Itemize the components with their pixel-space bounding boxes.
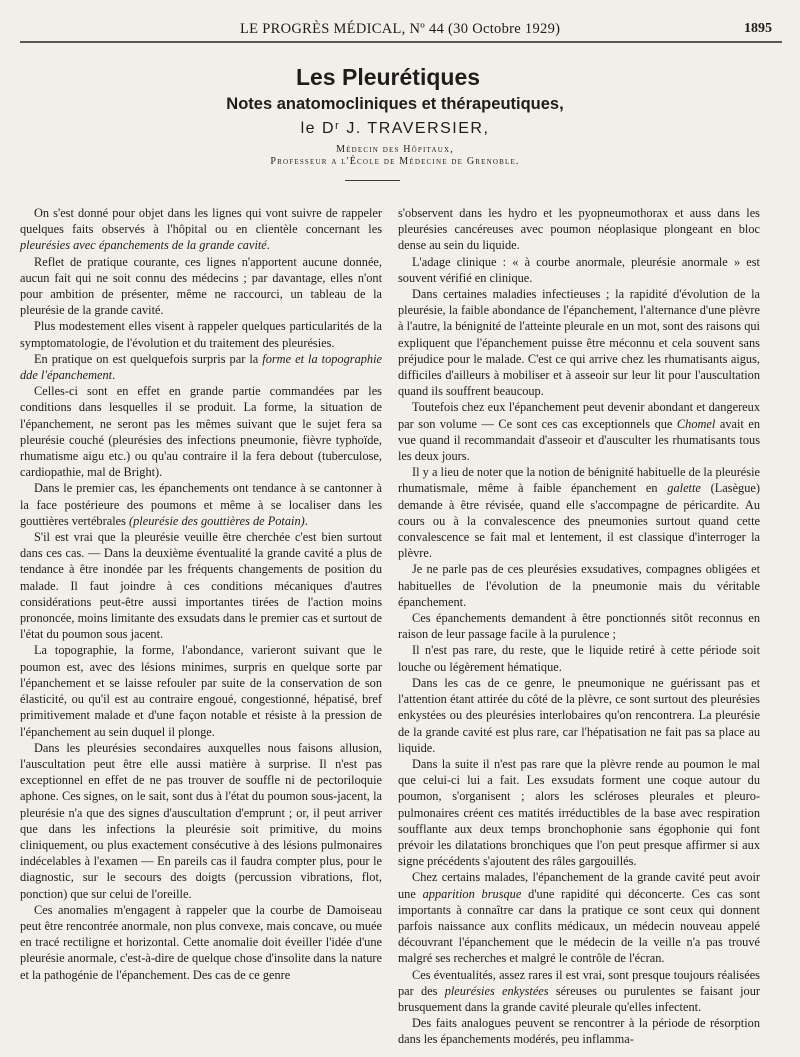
text-run: . bbox=[266, 238, 270, 253]
italic-text: Chomel bbox=[676, 416, 716, 431]
paragraph bbox=[20, 254, 382, 319]
paragraph bbox=[398, 675, 760, 756]
paragraph bbox=[20, 642, 382, 739]
text-run: Dans le premier cas, les épanchements ont tendance à se cantonner à la face postérieure des poumons et même à se localiser dans les gouttières vertébrales bbox=[20, 481, 382, 528]
text-run: avait en vue quand il recommandait d'asseoir et d'ausculter les rhumatisants tous les deux jours. bbox=[398, 416, 760, 464]
text-run: s'observent dans les hydro et les pyopneumothorax et auss dans les pleurésies cancéreuses avec poumon néoplasique plongeant en bloc dense au sein du liquide. bbox=[398, 206, 760, 253]
paragraph bbox=[398, 967, 760, 1016]
article-subtitle: Notes anatomocliniques et thérapeutiques, bbox=[226, 95, 564, 113]
paragraph bbox=[398, 756, 760, 869]
text-run: Il y a lieu de noter que la notion de bénignité habituelle de la pleurésie rhumatismale, même à faible épanchement en bbox=[398, 465, 760, 496]
italic-text: (pleurésie des gouttières de Potain) bbox=[129, 513, 305, 528]
paragraph bbox=[20, 205, 382, 254]
text-run: Plus modestement elles visent à rappeler quelques particularités de la symptomatologie, de l'évolution et du traitement des pleurésies. bbox=[20, 319, 382, 350]
italic-text: apparition brusque bbox=[422, 886, 522, 901]
journal-running-title: LE PROGRÈS MÉDICAL, Nº 44 (30 Octobre 1929) bbox=[240, 21, 561, 37]
text-run: On s'est donné pour objet dans les lignes qui vont suivre de rappeler quelques faits observés à l'hôpital ou en clientèle concernant les bbox=[20, 206, 382, 237]
text-run: S'il est vrai que la pleurésie veuille être cherchée c'est bien surtout dans ces cas. — Dans la deuxième éventualité la grande cavité a plus de tendance à être inondée par les fréquents changements de position du malade. Il faut joindre à ces conditions mécaniques d'autres considérations peut-être aussi importantes tirées de l'action moins prononcée, moins limitante des exsudats dans le premier cas et surtout de l'état du poumon sous jacent. bbox=[20, 530, 382, 642]
text-run: Je ne parle pas de ces pleurésies exsudatives, compagnes obligées et habituelles de l'évolution de la pneumonie mais du véritable épanchement. bbox=[398, 562, 760, 609]
paragraph bbox=[398, 464, 760, 561]
text-run: Ces épanchements demandent à être ponctionnés sitôt reconnus en raison de leur passage facile à la purulence ; bbox=[398, 611, 760, 642]
paragraph bbox=[398, 1015, 760, 1047]
paragraph bbox=[20, 740, 382, 902]
text-run: Dans les cas de ce genre, le pneumonique ne guérissant pas et l'attention étant attirée du côté de la plèvre, ce sont surtout des pleurésies enkystées ou des pleurésies interlobaires qu'on rencontrera. La pleurésie de la grande cavité est plus rare, car l'hépatisation ne fait pas sa place au liquide. bbox=[398, 675, 760, 755]
text-run: (Lasègue) demande à être révisée, quand elle s'accompagne de péricardite. Au cours ou à la convalescence des pneumonies surtout quand cette convalescence se fait mal et lentement, il est classique d'interroger la plèvre. bbox=[398, 481, 760, 561]
paragraph bbox=[20, 529, 382, 642]
paragraph bbox=[20, 480, 382, 529]
author-affiliation: Professeur a l'École de Médecine de Grenoble. bbox=[270, 156, 520, 167]
text-run: La topographie, la forme, l'abondance, varieront suivant que le poumon est, avec des lésions minimes, surpris en quelque sorte par l'épanchement et se laisse refouler par suite de la conservation de son élasticité, ou qu'il est au contraire engoué, congestionné, hépatisé, bref primitivement malade et d'une façon notable et résiste à la pression de l'épanchement au sein duquel il plonge. bbox=[20, 643, 382, 739]
text-run: . bbox=[112, 368, 116, 383]
italic-text: forme et la topographie dde l'épanchement bbox=[20, 351, 382, 383]
text-run: Ces anomalies m'engagent à rappeler que la courbe de Damoiseau peut être rencontrée anormale, non plus convexe, mais concave, ou muée en tracé rectiligne et horizontal. Cette anomalie doit éveiller l'idée d'une pleurésie anormale, c'est-à-dire de quelque chose d'insolite dans la nature et la pathogénie de l'épanchement. Des cas de ce genre bbox=[20, 902, 382, 982]
italic-text: pleurésies enkystées bbox=[444, 983, 549, 998]
text-run: Dans les pleurésies secondaires auxquelles nous faisons allusion, l'auscultation peut être elle aussi matière à surprise. Il n'est pas exceptionnel en effet de ne pas trouver de souffle ni de pectoriloquie aphone. Ces signes, on le sait, sont dus à l'état du poumon sous-jacent, la pleurésie n'a que des signes d'auscultation d'emprunt ; or, il peut arriver que dans les infections la pleurésie soit primitive, du moins cliniquement, ou plus exactement consécutive à des lésions pulmonaires indécelables à l'examen — En pareils cas il faudra compter plus, pour le diagnostic, sur le secours des doigts (percussion vibrations, flot, ponction) que sur celui de l'oreille. bbox=[20, 740, 382, 901]
text-run: L'adage clinique : « à courbe anormale, pleurésie anormale » est souvent vérifié en clinique. bbox=[398, 254, 760, 285]
text-run: Celles-ci sont en effet en grande partie commandées par les conditions dans lesquelles il se produit. La forme, la situation de l'épanchement, ne seront pas les mêmes suivant que le sujet fera sa pleurésie couché (pleurésies des infections pneumonie, fièvre typhoïde, rhumatisme aigu etc.) ou qu'au contraire il la fera debout (tuberculose, cardiopathie, mal de Bright). bbox=[20, 384, 382, 480]
paragraph bbox=[20, 902, 382, 983]
paragraph bbox=[20, 383, 382, 480]
paragraph bbox=[20, 318, 382, 350]
text-run: d'une rapidité qui déconcerte. Ces cas sont importants à connaître car dans la pratique ce sont ceux qui donnent parfois naissance aux conflits médicaux, un médecin nouveau appelé découvrant l'épanchement que le médecin de la veille n'a pas trouvé malgré ses recherches et malgré le contrôle de l'écran. bbox=[398, 886, 760, 966]
text-run: Dans la suite il n'est pas rare que la plèvre rende au poumon le mal que celui-ci lui a fait. Les exsudats forment une coque autour du poumon, s'organisent ; alors les scléroses pleurales et pleuro-pulmonaires créent ces matités irréductibles de la base avec respiration soufflante aux deux temps bronchophonie sans égophonie qui font prévoir les dilatations bronchiques que l'on peut presque affirmer si aux signe précédents s'ajoutent des râles gargouillés. bbox=[398, 756, 760, 869]
article-author: le Dʳ J. TRAVERSIER, bbox=[300, 120, 490, 137]
paragraph bbox=[398, 254, 760, 286]
page-number: 1895 bbox=[744, 21, 772, 36]
paragraph bbox=[398, 869, 760, 966]
paragraph bbox=[398, 286, 760, 399]
paragraph bbox=[398, 205, 760, 254]
text-run: En pratique on est quelquefois surpris par la bbox=[34, 351, 263, 366]
article-title: Les Pleurétiques bbox=[295, 64, 481, 90]
text-run: Des faits analogues peuvent se rencontrer à la période de résorption dans les épanchements modérés, peu inflamma- bbox=[398, 1016, 760, 1047]
paragraph bbox=[398, 642, 760, 674]
paragraph bbox=[398, 399, 760, 464]
text-run: séreuses ou purulentes se faisant jour brusquement dans la grande cavité pleurale qu'elles infectent. bbox=[398, 983, 761, 1014]
header-rule bbox=[20, 41, 782, 43]
paragraph bbox=[398, 610, 760, 642]
author-affiliation: Médecin des Hôpitaux, bbox=[336, 144, 454, 155]
text-run: Toutefois chez eux l'épanchement peut devenir abondant et dangereux par son volume — Ce sont ces cas exceptionnels que bbox=[398, 400, 760, 431]
italic-text: galette bbox=[667, 481, 701, 496]
text-run: Ces éventualités, assez rares il est vrai, sont presque toujours réalisées par des bbox=[398, 967, 760, 998]
paragraph bbox=[398, 561, 760, 610]
text-run: . bbox=[304, 513, 308, 528]
right-text-column bbox=[398, 205, 760, 1048]
running-head bbox=[0, 0, 800, 40]
paragraph bbox=[20, 351, 382, 383]
left-text-column bbox=[20, 205, 382, 983]
title-separator-rule bbox=[345, 180, 400, 181]
text-run: Chez certains malades, l'épanchement de la grande cavité peut avoir une bbox=[398, 870, 760, 901]
text-run: Reflet de pratique courante, ces lignes n'apportent aucune donnée, aucun fait qui ne soit connu des médecins ; par davantage, elles n'ont pour ambition de présenter, même ne raccourci, un tableau de la pleurésie de la grande cavité. bbox=[20, 254, 382, 318]
text-run: Il n'est pas rare, du reste, que le liquide retiré à cette période soit louche ou légèrement hématique. bbox=[398, 643, 760, 674]
italic-text: pleurésies avec épanchements de la grande cavité bbox=[20, 238, 267, 253]
text-run: Dans certaines maladies infectieuses ; la rapidité d'évolution de la pleurésie, la faible abondance de l'épanchement, l'alternance d'une plèvre à l'autre, la bénignité de l'atteinte pleurale en un mot, sont des raisons qui expliquent que l'épanchement puisse être méconnu et cela souvent sans préjudice pour le malade. C'est ce qui arrive chez les rhumatisants aigus, difficiles d'ailleurs à mobiliser et à asseoir sur leur lit pour l'auscultation quand ils souffrent beaucoup. bbox=[398, 287, 760, 399]
